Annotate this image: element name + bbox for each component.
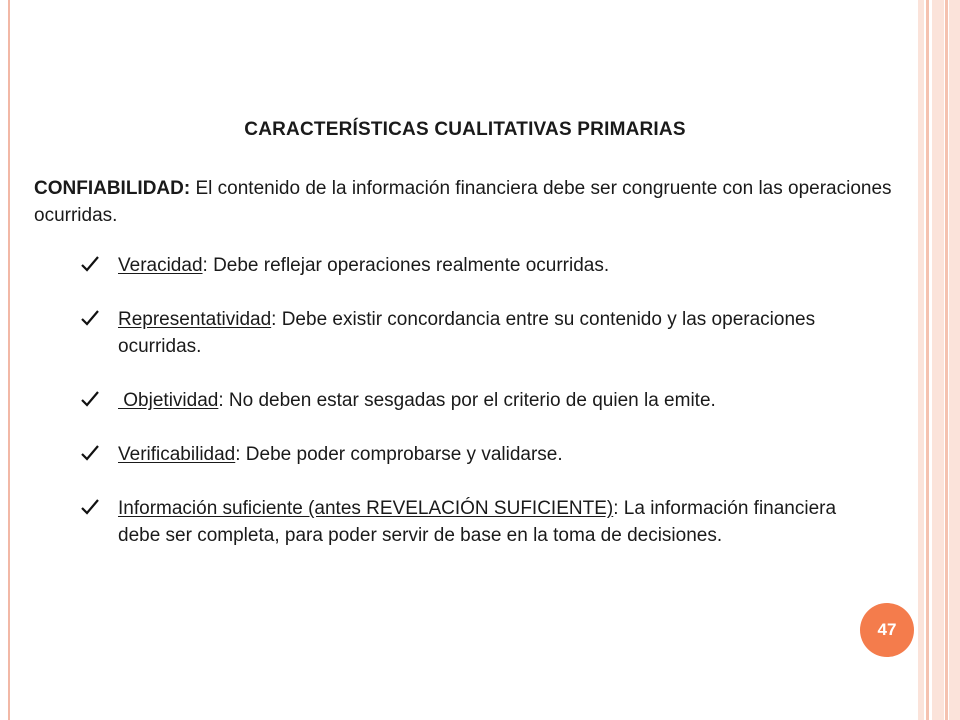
intro-paragraph <box>34 175 910 229</box>
bullet-text: : La información financiera debe ser completa, para poder servir de base en la toma de decisiones. <box>118 498 837 546</box>
intro-text: El contenido de la información financiera debe ser congruente con las operaciones ocurridas. <box>34 178 892 226</box>
list-item <box>80 441 880 468</box>
checkmark-icon <box>80 254 100 274</box>
list-item <box>80 252 880 279</box>
list-item <box>80 306 880 360</box>
right-decorative-stripes <box>918 0 960 720</box>
bullet-term: Información suficiente (antes REVELACIÓN SUFICIENTE) <box>118 498 614 519</box>
bullet-term: Veracidad <box>118 255 203 276</box>
checkmark-icon <box>80 497 100 517</box>
bullet-term: Objetividad <box>118 390 219 411</box>
intro-lead: CONFIABILIDAD: <box>34 178 191 199</box>
bullet-text: : Debe reflejar operaciones realmente ocurridas. <box>202 255 610 276</box>
bullet-list <box>80 252 880 576</box>
checkmark-icon <box>80 443 100 463</box>
bullet-text: : Debe poder comprobarse y validarse. <box>235 444 563 465</box>
page-number-badge: 47 <box>860 603 914 657</box>
bullet-text: : Debe existir concordancia entre su contenido y las operaciones ocurridas. <box>118 309 816 357</box>
list-item <box>80 387 880 414</box>
list-item <box>80 495 880 549</box>
bullet-term: Verificabilidad <box>118 444 236 465</box>
checkmark-icon <box>80 389 100 409</box>
slide-title: CARACTERÍSTICAS CUALITATIVAS PRIMARIAS <box>244 119 686 140</box>
bullet-text: : No deben estar sesgadas por el criterio de quien la emite. <box>218 390 716 411</box>
bullet-term: Representatividad <box>118 309 272 330</box>
left-border-line <box>8 0 10 720</box>
checkmark-icon <box>80 308 100 328</box>
